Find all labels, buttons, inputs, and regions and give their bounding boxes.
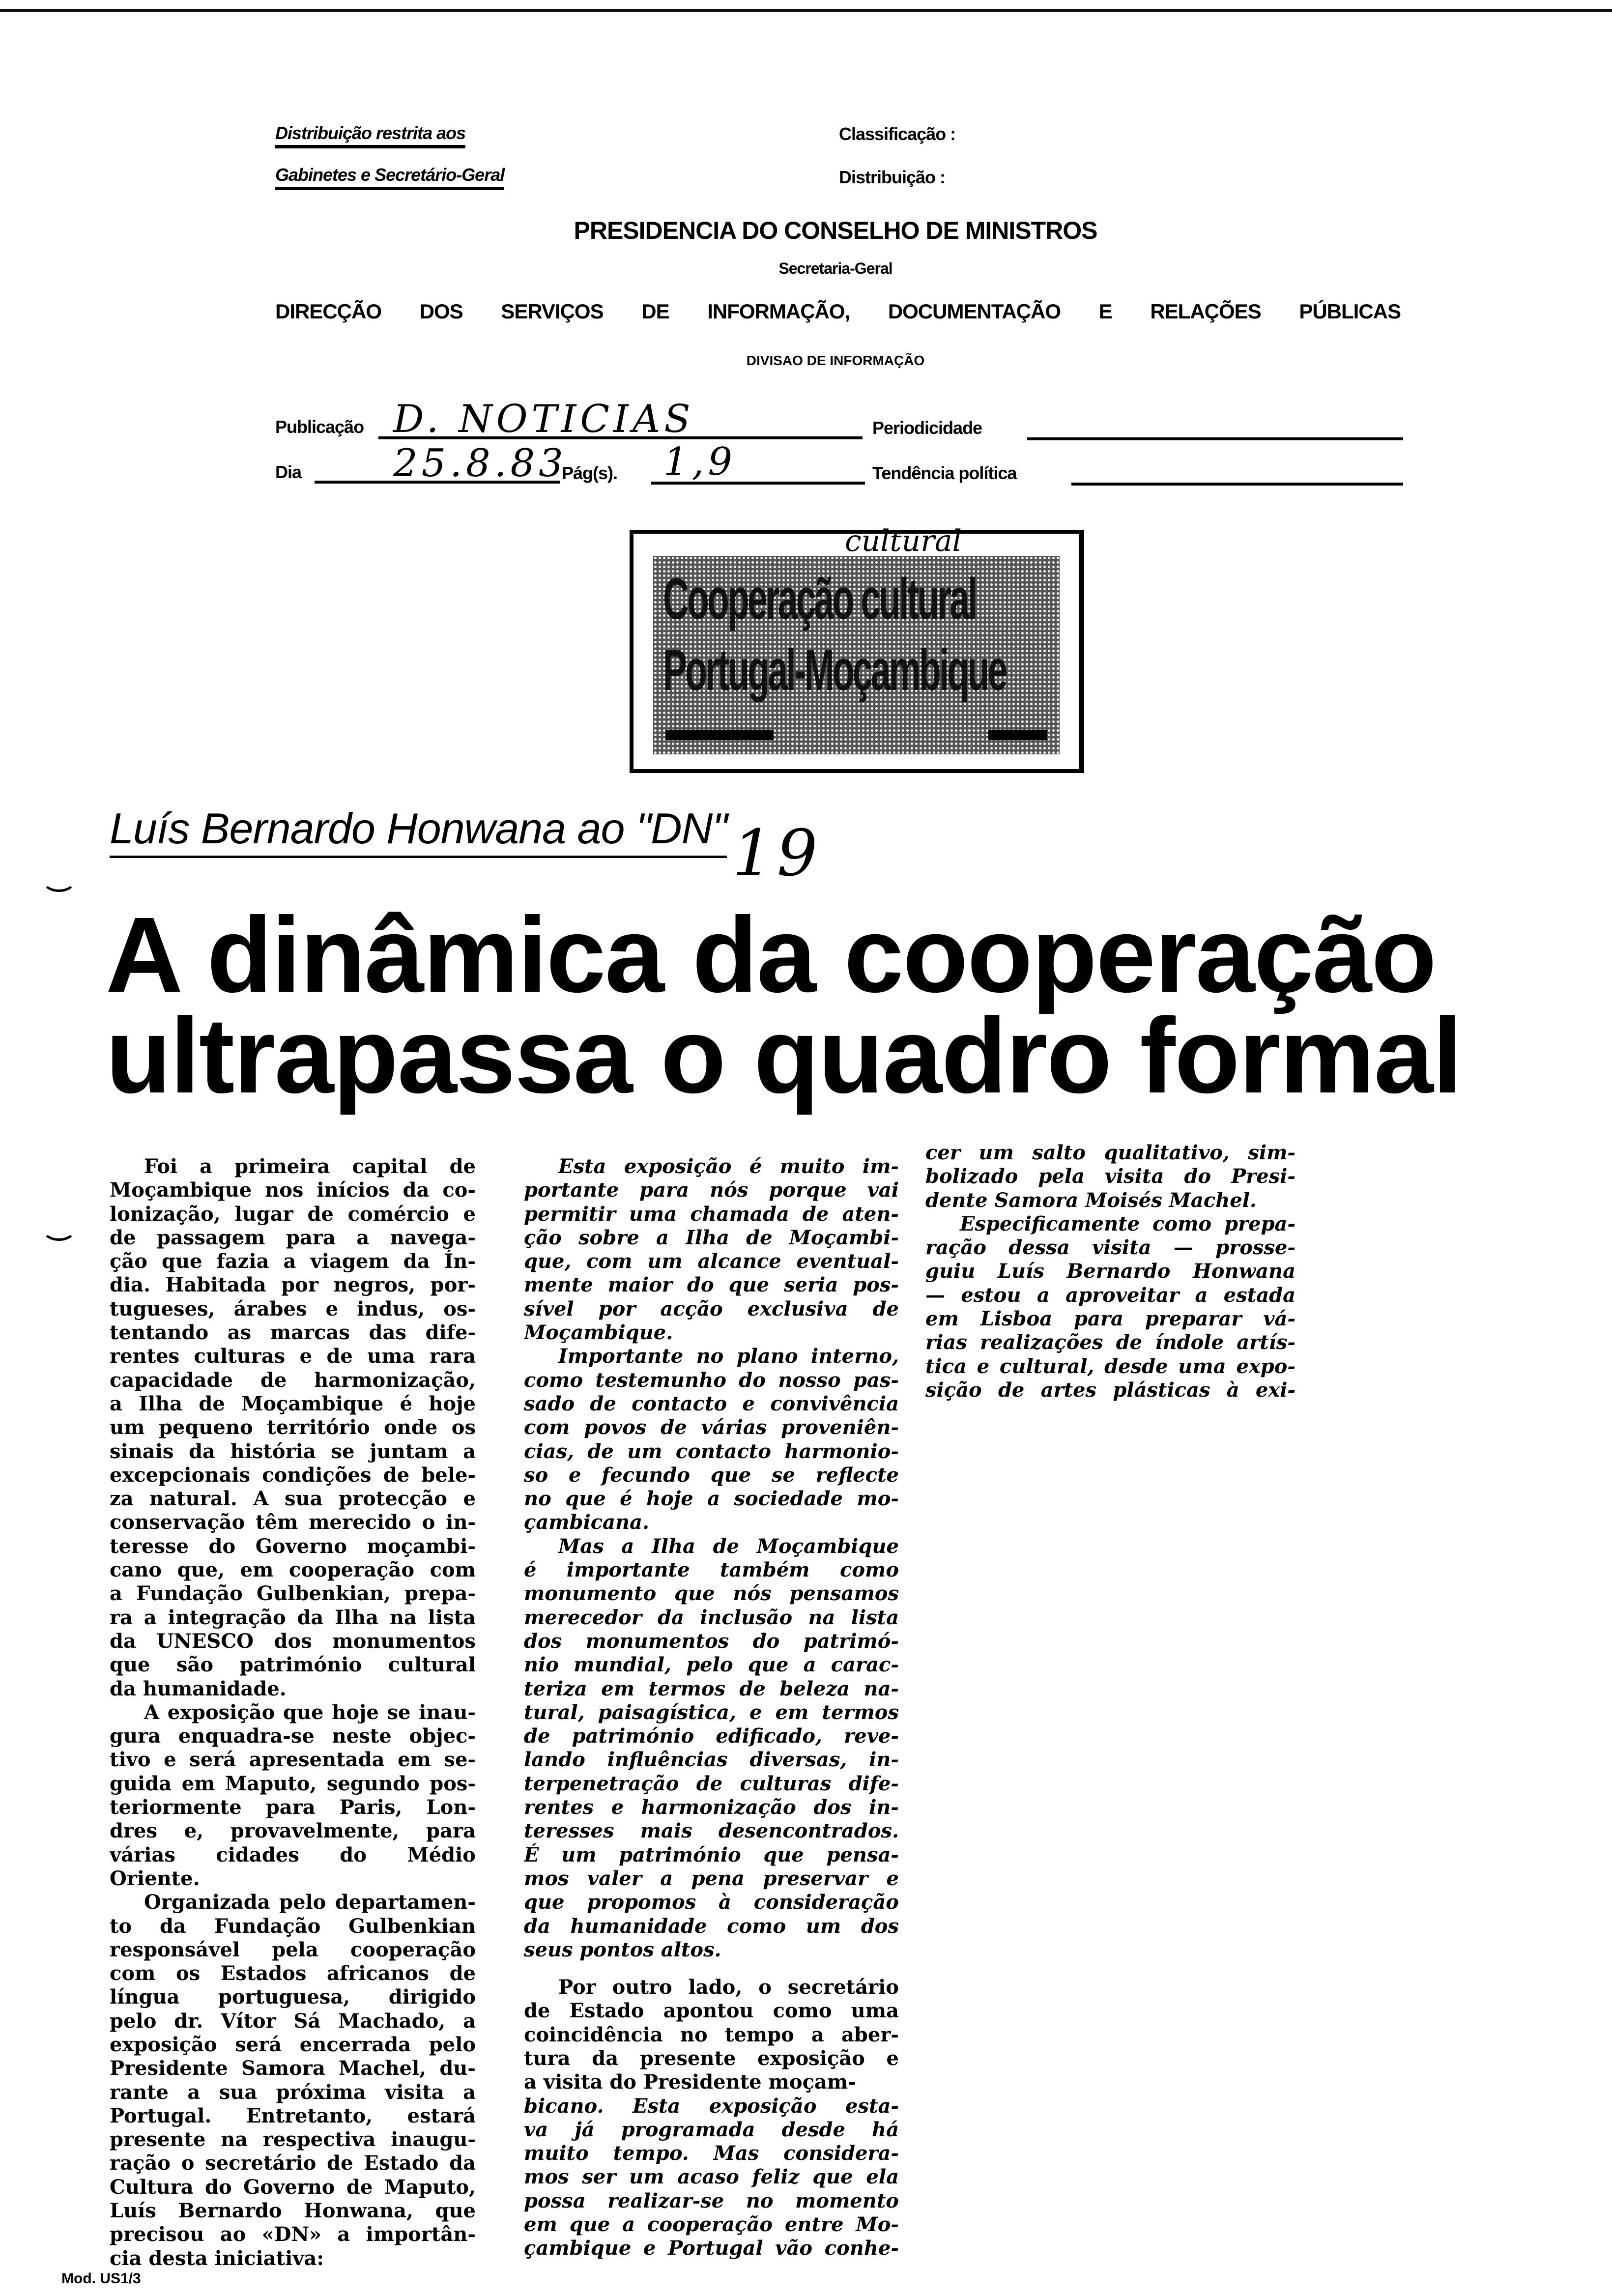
article-line: ração dessa visita — prosse-	[925, 1236, 1295, 1260]
handwritten-annotation: cultural	[845, 524, 962, 558]
article-line: terpenetração de culturas dife-	[524, 1772, 899, 1795]
article-line: sinais da história se juntam a	[110, 1439, 476, 1463]
article-line: dres e, provavelmente, para	[110, 1819, 476, 1843]
article-paragraph	[925, 1212, 1295, 1402]
article-line: seus pontos altos.	[524, 1938, 721, 1961]
article-paragraph	[524, 1976, 899, 2094]
article-line: guida em Maputo, segundo pos-	[110, 1772, 476, 1795]
article-line: várias cidades do Médio	[110, 1843, 476, 1866]
article-line: Portugal. Entretanto, estará	[110, 2104, 476, 2127]
article-line: tugueses, árabes e indus, os-	[110, 1297, 476, 1320]
article-line: Mas a Ilha de Moçambique	[558, 1534, 899, 1558]
article-line: to da Fundação Gulbenkian	[110, 1914, 476, 1938]
article-line: a Ilha de Moçambique é hoje	[110, 1392, 476, 1415]
article-line: dente Samora Moisés Machel.	[925, 1188, 1257, 1212]
article-line: tica e cultural, desde uma expo-	[925, 1354, 1295, 1378]
periodicidade-label: Periodicidade	[872, 418, 982, 438]
article-line: lonização, lugar de comércio e	[110, 1202, 476, 1226]
article-paragraph	[110, 1891, 476, 2270]
article-line: excepcionais condições de bele-	[110, 1463, 476, 1487]
dia-handwritten-value: 25.8.83	[393, 441, 567, 486]
article-line: Presidente Samora Machel, du-	[110, 2057, 476, 2080]
article-line: nio mundial, pelo que a carac-	[524, 1653, 899, 1677]
article-line: Moçambique.	[524, 1321, 673, 1345]
article-line: Importante no plano interno,	[558, 1345, 899, 1368]
article-line: rentes culturas e de uma rara	[110, 1345, 476, 1368]
article-line: cano que, em cooperação com	[110, 1558, 476, 1582]
article-paragraph	[110, 1155, 476, 1701]
article-paragraph	[524, 1535, 899, 1962]
article-line: Moçambique nos inícios da co-	[110, 1178, 476, 1202]
article-line: Organizada pelo departamen-	[144, 1891, 476, 1914]
article-paragraph	[925, 1141, 1295, 1212]
article-line: mos valer a pena preservar e	[524, 1866, 899, 1890]
article-line: a visita do Presidente moçam-	[524, 2070, 856, 2094]
periodicidade-field	[1027, 437, 1403, 440]
article-line: teriormente para Paris, Lon-	[110, 1796, 476, 1819]
article-line: Esta exposição é muito im-	[558, 1155, 899, 1178]
article-line: cia desta iniciativa:	[110, 2246, 324, 2270]
article-line: sível por acção exclusiva de	[524, 1297, 899, 1320]
article-line: Luís Bernardo Honwana, que	[110, 2199, 476, 2223]
article-line: responsável pela cooperação	[110, 1938, 476, 1961]
article-line: so e fecundo que se reflecte	[524, 1463, 899, 1487]
article-line: Cultura do Governo de Maputo,	[110, 2175, 476, 2199]
distribuicao-label: Distribuição :	[839, 167, 946, 187]
article-line: teresse do Governo moçambi-	[110, 1534, 476, 1558]
scan-mark	[42, 1216, 76, 1241]
section-heading-box	[630, 524, 1084, 773]
article-line: Oriente.	[110, 1866, 200, 1890]
article-line: cer um salto qualitativo, sim-	[925, 1141, 1295, 1164]
article-paragraph	[524, 2095, 899, 2261]
article-line: É um património que pensa-	[524, 1843, 899, 1866]
article-line: — estou a aproveitar a estada	[925, 1283, 1295, 1307]
article-line: za natural. A sua protecção e	[110, 1487, 476, 1511]
tendencia-field	[1071, 483, 1403, 486]
article-line: cias, de um contacto harmonio-	[524, 1439, 899, 1463]
scan-mark	[42, 867, 76, 892]
article-line: sição de artes plásticas à exi-	[925, 1378, 1295, 1402]
article-line: que propomos à consideração	[524, 1891, 899, 1914]
article-kicker: Luís Bernardo Honwana ao "DN"	[110, 804, 727, 858]
article-line: de passagem para a navega-	[110, 1226, 476, 1249]
article-line: bolizado pela visita do Presi-	[925, 1165, 1295, 1188]
classificacao-label: Classificação :	[839, 124, 956, 144]
article-line: da humanidade como um dos	[524, 1914, 899, 1938]
article-line: rias realizações de índole artís-	[925, 1331, 1295, 1354]
article-line: coincidência no tempo a aber-	[524, 2023, 899, 2046]
article-line: tural, paisagística, e em termos	[524, 1700, 899, 1724]
article-line: muito tempo. Mas considera-	[524, 2142, 899, 2165]
scan-top-border	[0, 9, 1612, 12]
tendencia-label: Tendência política	[872, 463, 1017, 483]
article-line: é importante também como	[524, 1558, 899, 1582]
form-code: Mod. US1/3	[61, 2270, 141, 2287]
article-line: Especificamente como prepa-	[960, 1212, 1295, 1235]
halftone-bar-left	[665, 730, 774, 740]
article-line: pelo dr. Vítor Sá Machado, a	[110, 2009, 476, 2033]
publicacao-label: Publicação	[275, 417, 364, 437]
halftone-background	[653, 556, 1060, 754]
article-line: em Lisboa para preparar vá-	[925, 1307, 1295, 1331]
article-line: ração o secretário de Estado da	[110, 2152, 476, 2175]
article-line: permitir uma chamada de aten-	[524, 1202, 899, 1226]
restricted-distribution-text-2: Gabinetes e Secretário-Geral	[275, 165, 504, 190]
article-line: da humanidade.	[110, 1677, 287, 1700]
headline-line1: A dinâmica da cooperação	[106, 895, 1436, 1015]
article-line: de património edificado, reve-	[524, 1724, 899, 1748]
article-paragraph	[110, 1701, 476, 1891]
article-line: teriza em termos de beleza na-	[524, 1677, 899, 1700]
article-line: ra a integração da Ilha na lista	[110, 1606, 476, 1629]
article-paragraph	[524, 1345, 899, 1534]
article-line: que são património cultural	[110, 1653, 476, 1677]
article-line: tura da presente exposição e	[524, 2046, 899, 2070]
article-line: em que a cooperação entre Mo-	[524, 2213, 899, 2237]
article-line: A exposição que hoje se inau-	[144, 1700, 476, 1724]
directorate-title: DIRECÇÃO DOS SERVIÇOS DE INFORMAÇÃO, DOCUMENTAÇÃO E RELAÇÕES PÚBLICAS	[275, 300, 1401, 323]
restricted-distribution-line2	[275, 165, 504, 185]
article-line: tivo e será apresentada em se-	[110, 1748, 476, 1772]
division-title: DIVISAO DE INFORMAÇÃO	[746, 353, 925, 368]
headline-line2: ultrapassa o quadro formal	[106, 996, 1462, 1116]
article-line: rante a sua próxima visita a	[110, 2080, 476, 2104]
article-line: ção sobre a Ilha de Moçambi-	[524, 1226, 899, 1249]
article-line: guiu Luís Bernardo Honwana	[925, 1260, 1295, 1283]
article-line: um pequeno território onde os	[110, 1416, 476, 1439]
article-line: com os Estados africanos de	[110, 1962, 476, 1985]
restricted-distribution-text-1: Distribuição restrita aos	[275, 123, 465, 148]
article-line: rentes e harmonização dos in-	[524, 1796, 899, 1819]
article-column-1	[110, 1155, 476, 2270]
article-line: capacidade de harmonização,	[110, 1368, 476, 1392]
paragraph-gap	[524, 1962, 899, 1976]
article-line: com povos de várias proveniên-	[524, 1416, 899, 1439]
article-line: dos monumentos do patrimó-	[524, 1629, 899, 1653]
article-line: Foi a primeira capital de	[144, 1155, 476, 1178]
article-line: presente na respectiva inaugu-	[110, 2128, 476, 2152]
article-line: conservação têm merecido o in-	[110, 1511, 476, 1534]
article-line: possa realizar-se no momento	[524, 2189, 899, 2212]
article-line: no que é hoje a sociedade mo-	[524, 1487, 899, 1511]
article-line: gura enquadra-se neste objec-	[110, 1724, 476, 1748]
article-column-3	[925, 1141, 1295, 1402]
article-line: monumento que nós pensamos	[524, 1582, 899, 1606]
article-line: da UNESCO dos monumentos	[110, 1629, 476, 1653]
article-paragraph	[524, 1155, 899, 1345]
halftone-bar-right	[988, 730, 1047, 740]
article-line: a Fundação Gulbenkian, prepa-	[110, 1582, 476, 1606]
org-subtitle: Secretaria-Geral	[778, 259, 892, 277]
handwritten-page-mark: 19	[732, 816, 822, 890]
article-line: Por outro lado, o secretário	[558, 1976, 899, 1999]
article-line: de Estado apontou como uma	[524, 1999, 899, 2023]
article-line: va já programada desde há	[524, 2118, 899, 2141]
article-line: mente maior do que seria pos-	[524, 1273, 899, 1297]
article-line: tentando as marcas das dife-	[110, 1321, 476, 1345]
article-line: sado de contacto e convivência	[524, 1392, 899, 1415]
article-line: lando influências diversas, in-	[524, 1748, 899, 1772]
article-line: língua portuguesa, dirigido	[110, 1985, 476, 2009]
article-line: dia. Habitada por negros, por-	[110, 1273, 476, 1297]
pags-label: Pág(s).	[562, 463, 618, 483]
article-line: teresses mais desencontrados.	[524, 1819, 899, 1843]
publicacao-handwritten-value: D. NOTICIAS	[393, 397, 694, 441]
restricted-distribution-line1	[275, 123, 465, 144]
article-column-2	[524, 1155, 899, 2261]
article-line: que, com um alcance eventual-	[524, 1250, 899, 1273]
article-line: como testemunho do nosso pas-	[524, 1368, 899, 1392]
article-line: çambique e Portugal vão conhe-	[524, 2237, 899, 2260]
org-title: PRESIDENCIA DO CONSELHO DE MINISTROS	[574, 217, 1097, 244]
article-line: precisou ao «DN» a importân-	[110, 2223, 476, 2246]
pags-handwritten-value: 1,9	[663, 440, 737, 484]
article-line: bicano. Esta exposição esta-	[524, 2094, 899, 2118]
article-line: exposição será encerrada pelo	[110, 2033, 476, 2056]
article-line: merecedor da inclusão na lista	[524, 1606, 899, 1629]
article-line: portante para nós porque vai	[524, 1178, 899, 1202]
dia-label: Dia	[275, 462, 302, 482]
article-line: ção que fazia a viagem da Ín-	[110, 1250, 476, 1273]
section-title-line1: Cooperação cultural	[663, 567, 976, 631]
section-title-line2: Portugal-Moçambique	[663, 638, 1006, 703]
article-line: çambicana.	[524, 1511, 649, 1534]
article-line: mos ser um acaso feliz que ela	[524, 2165, 899, 2189]
